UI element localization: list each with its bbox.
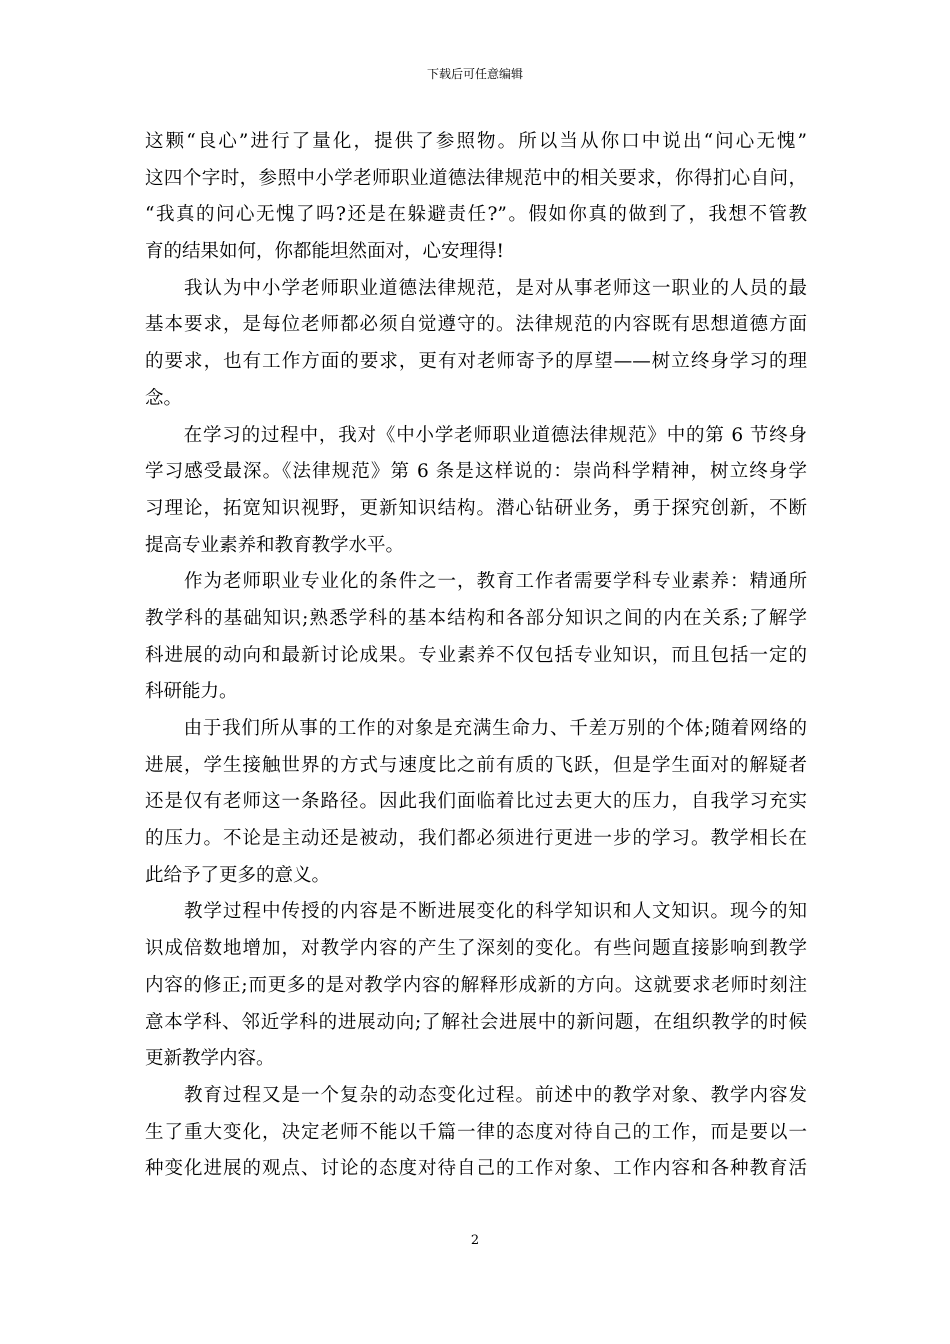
paragraph-2 xyxy=(145,271,807,418)
text-line: 识成倍数地增加，对教学内容的产生了深刻的变化。有些问题直接影响到教学 xyxy=(145,938,807,960)
text-line: 科研能力。 xyxy=(145,681,238,703)
text-line: 习理论，拓宽知识视野，更新知识结构。潜心钻研业务，勇于探究创新，不断 xyxy=(145,497,807,519)
page-header: 下载后可任意编辑 xyxy=(426,67,523,81)
text-line: 进展，学生接触世界的方式与速度比之前有质的飞跃，但是学生面对的解疑者 xyxy=(145,754,807,776)
text-line: 教育过程又是一个复杂的动态变化过程。前述中的教学对象、教学内容发 xyxy=(145,1084,807,1106)
text-line: 更新教学内容。 xyxy=(145,1048,275,1070)
text-line: 作为老师职业专业化的条件之一，教育工作者需要学科专业素养：精通所 xyxy=(145,571,807,593)
text-line: 念。 xyxy=(145,387,183,409)
text-line: 基本要求，是每位老师都必须自觉遵守的。法律规范的内容既有思想道德方面 xyxy=(145,314,807,336)
text-line: 教学科的基础知识;熟悉学科的基本结构和各部分知识之间的内在关系;了解学 xyxy=(145,607,807,629)
text-line: 的压力。不论是主动还是被动，我们都必须进行更进一步的学习。教学相长在 xyxy=(145,828,807,850)
text-line: 内容的修正;而更多的是对教学内容的解释形成新的方向。这就要求老师时刻注 xyxy=(145,974,807,996)
text-line: 我认为中小学老师职业道德法律规范，是对从事老师这一职业的人员的最 xyxy=(145,277,807,299)
text-line: 在学习的过程中，我对《中小学老师职业道德法律规范》中的第 6 节终身 xyxy=(145,424,807,446)
page-number: 2 xyxy=(470,1233,480,1248)
paragraph-6 xyxy=(145,894,807,1077)
text-line: 此给予了更多的意义。 xyxy=(145,864,331,886)
text-line: 科进展的动向和最新讨论成果。专业素养不仅包括专业知识，而且包括一定的 xyxy=(145,644,807,666)
text-line: 还是仅有老师这一条路径。因此我们面临着比过去更大的压力，自我学习充实 xyxy=(145,791,807,813)
paragraph-3 xyxy=(145,418,807,565)
text-line: 这四个字时，参照中小学老师职业道德法律规范中的相关要求，你得扪心自问， xyxy=(145,167,807,189)
text-line: “我真的问心无愧了吗?还是在躲避责任?”。假如你真的做到了，我想不管教 xyxy=(145,204,807,226)
paragraph-4 xyxy=(145,564,807,711)
text-line: 提高专业素养和教育教学水平。 xyxy=(145,534,405,556)
text-line: 意本学科、邻近学科的进展动向;了解社会进展中的新问题，在组织教学的时候 xyxy=(145,1011,807,1033)
text-line: 生了重大变化，决定老师不能以千篇一律的态度对待自己的工作，而是要以一 xyxy=(145,1121,807,1143)
text-line: 育的结果如何，你都能坦然面对，心安理得! xyxy=(145,241,504,263)
text-line: 种变化进展的观点、讨论的态度对待自己的工作对象、工作内容和各种教育活 xyxy=(145,1158,807,1180)
paragraph-1 xyxy=(145,124,807,271)
text-line: 教学过程中传授的内容是不断进展变化的科学知识和人文知识。现今的知 xyxy=(145,901,807,923)
text-line: 学习感受最深。《法律规范》第 6 条是这样说的：崇尚科学精神，树立终身学 xyxy=(145,461,807,483)
text-line: 的要求，也有工作方面的要求，更有对老师寄予的厚望——树立终身学习的理 xyxy=(145,351,807,373)
body-text xyxy=(145,124,807,1188)
text-line: 由于我们所从事的工作的对象是充满生命力、千差万别的个体;随着网络的 xyxy=(145,718,807,739)
paragraph-5 xyxy=(145,711,807,894)
text-line: 这颗“良心”进行了量化，提供了参照物。所以当从你口中说出“问心无愧” xyxy=(145,131,807,152)
paragraph-7 xyxy=(145,1078,807,1188)
